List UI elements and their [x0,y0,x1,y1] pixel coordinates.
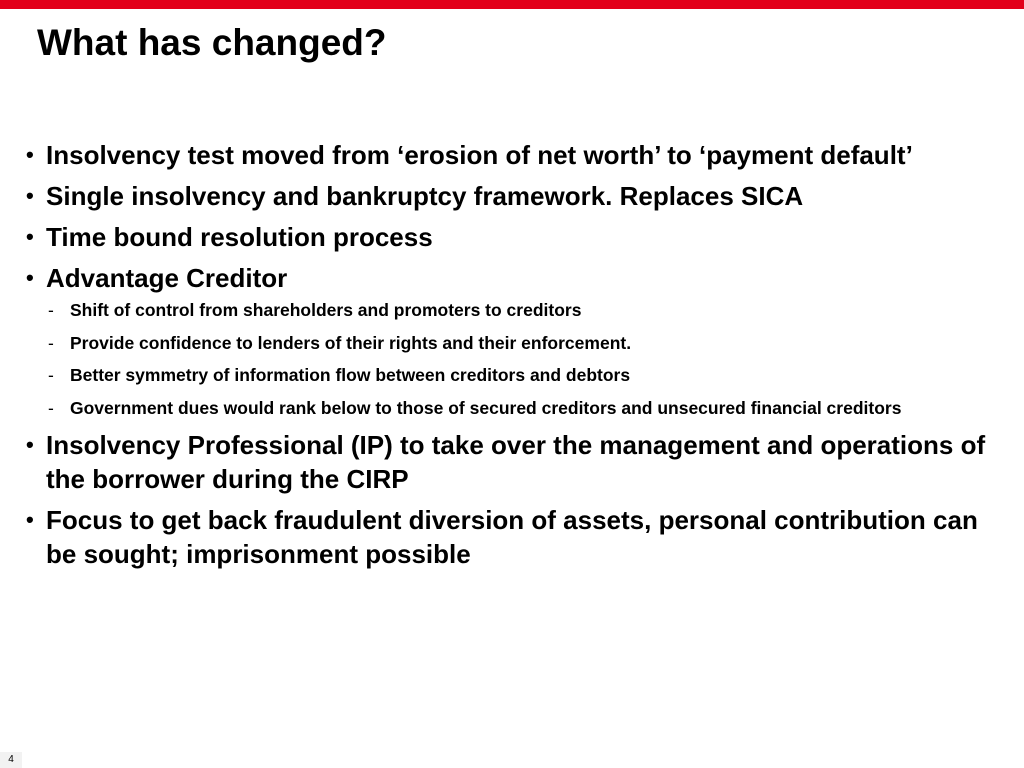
bullet-marker: • [26,265,34,290]
sub-bullet-marker: - [48,365,54,385]
sub-bullet-text: Better symmetry of information flow between creditors and debtors [70,365,631,385]
sub-bullet-marker: - [48,300,54,320]
sub-bullet-item [46,331,1001,355]
bullet-text: Single insolvency and bankruptcy framework. Replaces SICA [46,181,804,211]
bullet-item [26,261,1001,295]
sub-bullet-item [46,363,1001,387]
slide-title: What has changed? [37,22,387,63]
sub-bullet-item [46,298,1001,322]
bullet-item [26,220,1001,254]
sub-bullet-text: Provide confidence to lenders of their rights and their enforcement. [70,332,632,353]
bullet-text: Focus to get back fraudulent diversion of assets, personal contribution can be sought; imprisonment possible [46,505,978,569]
sub-bullet-text: Shift of control from shareholders and promoters to creditors [70,300,582,320]
bullet-text: Advantage Creditor [46,263,288,293]
bullet-text: Insolvency test moved from ‘erosion of net worth’ to ‘payment default’ [46,140,913,170]
page-number: 4 [0,752,22,768]
bullet-marker: • [26,224,34,249]
bullet-text: Insolvency Professional (IP) to take over the management and operations of the borrower during the CIRP [46,430,986,494]
bullet-item [26,503,1001,571]
sub-bullet-item [46,396,1001,420]
bullet-item [26,138,1001,172]
sub-bullet-list [46,298,1001,420]
sub-bullet-marker: - [48,332,54,353]
bullet-list [26,138,1001,578]
bullet-marker: • [26,507,34,532]
bullet-item [26,428,1001,496]
top-accent-bar [0,0,1024,9]
sub-bullet-text: Government dues would rank below to those of secured creditors and unsecured financial creditors [70,397,902,418]
bullet-marker: • [26,183,34,208]
bullet-marker: • [26,432,34,457]
bullet-item [26,179,1001,213]
bullet-marker: • [26,142,34,167]
sub-bullet-marker: - [48,397,54,418]
bullet-text: Time bound resolution process [46,222,433,252]
